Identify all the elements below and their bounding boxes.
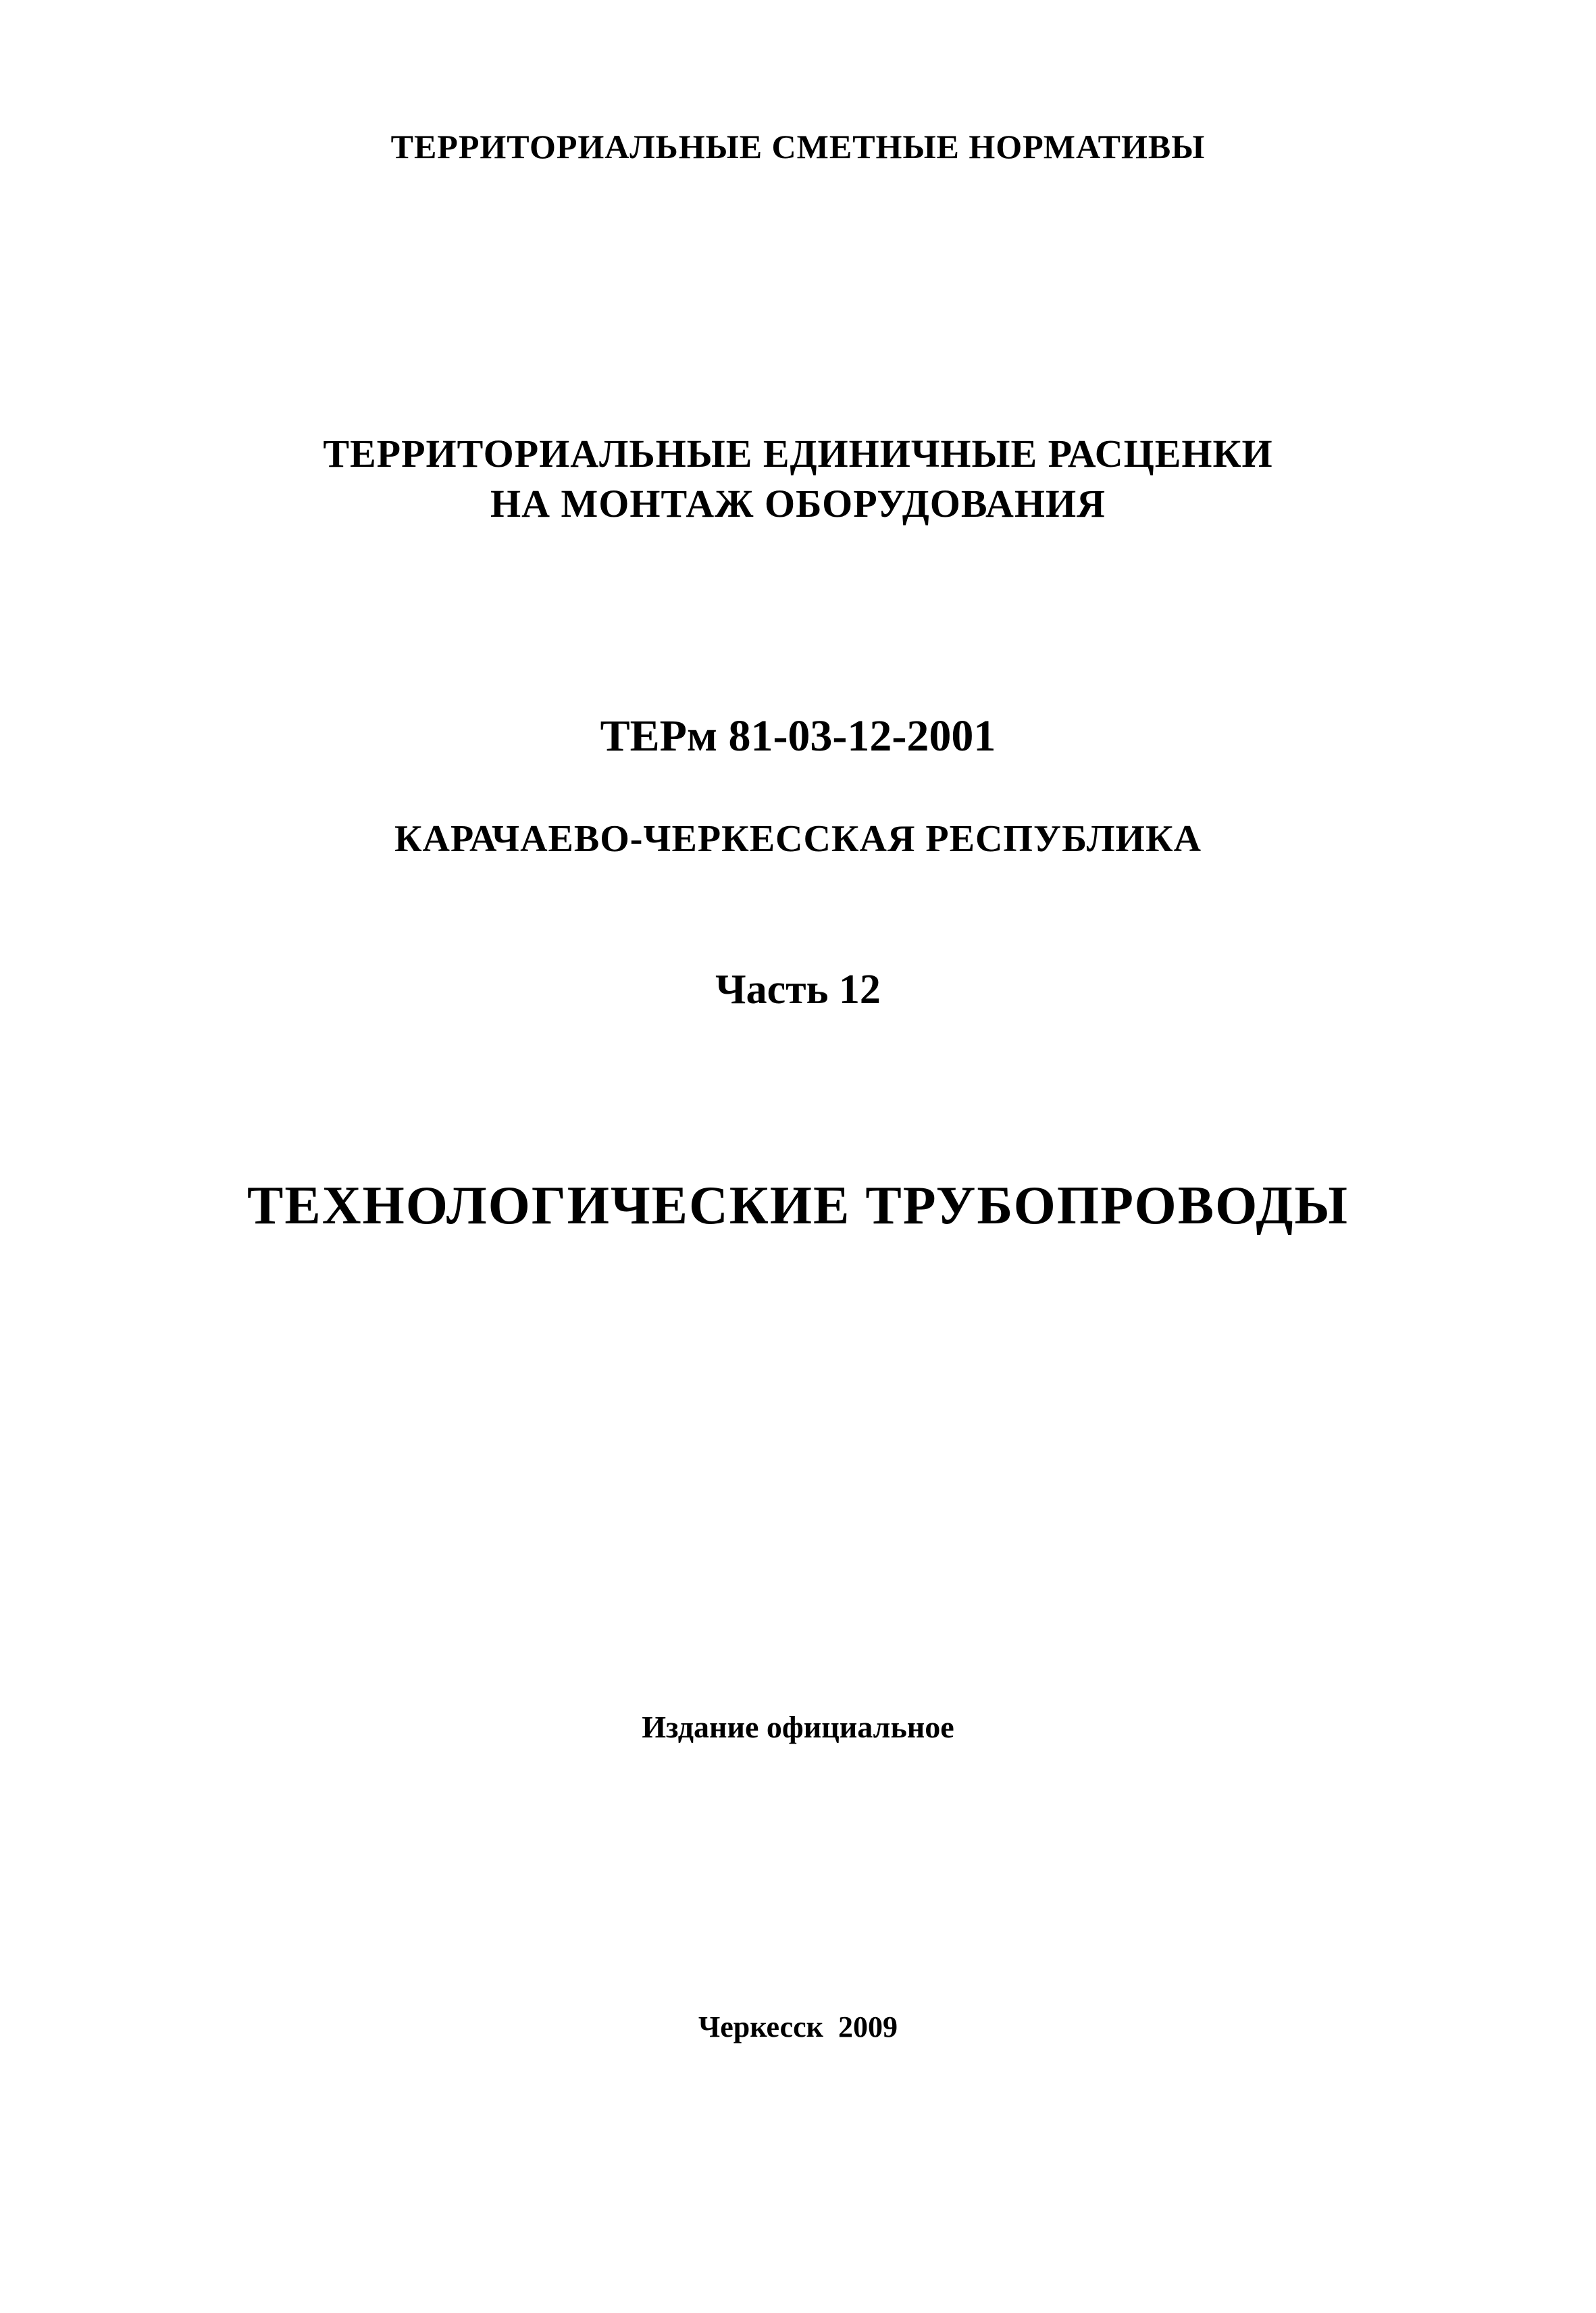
main-title: ТЕХНОЛОГИЧЕСКИЕ ТРУБОПРОВОДЫ [247, 1176, 1349, 1236]
part-number: Часть 12 [715, 967, 881, 1013]
edition-note: Издание официальное [642, 1710, 954, 1744]
collection-title-line-2: НА МОНТАЖ ОБОРУДОВАНИЯ [490, 482, 1106, 526]
series-heading: ТЕРРИТОРИАЛЬНЫЕ СМЕТНЫЕ НОРМАТИВЫ [390, 128, 1206, 166]
imprint-place-year: Черкесск 2009 [698, 2010, 898, 2043]
region-name: КАРАЧАЕВО-ЧЕРКЕССКАЯ РЕСПУБЛИКА [394, 818, 1202, 860]
document-code: ТЕРм 81-03-12-2001 [600, 711, 996, 761]
collection-title-line-1: ТЕРРИТОРИАЛЬНЫЕ ЕДИНИЧНЫЕ РАСЦЕНКИ [323, 432, 1273, 476]
